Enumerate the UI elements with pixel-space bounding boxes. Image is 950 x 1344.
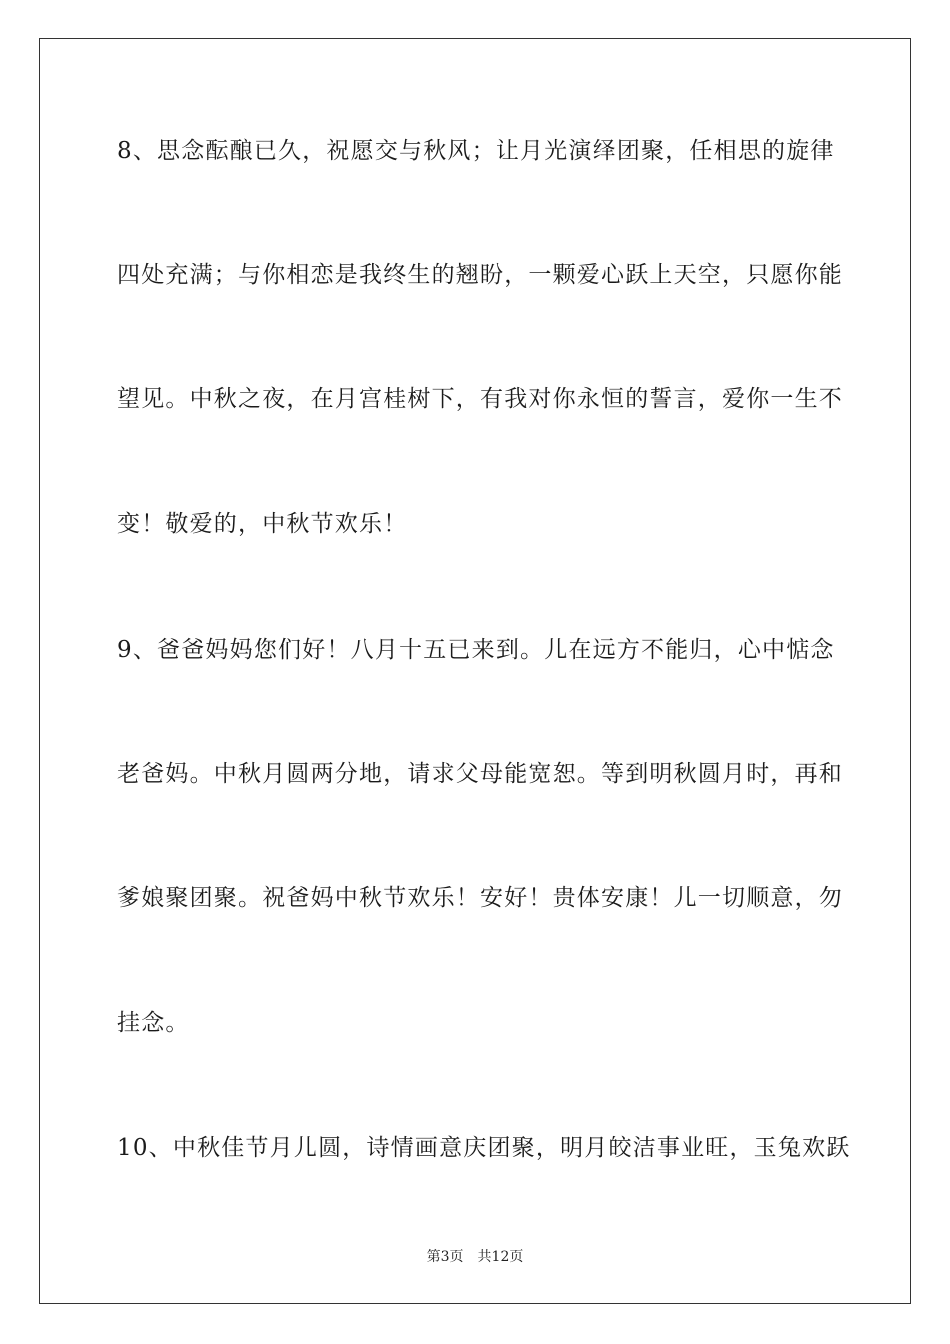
page-border (39, 38, 911, 1304)
text-line: 9、爸爸妈妈您们好！八月十五已来到。儿在远方不能归，心中惦念 (117, 637, 835, 663)
text-line: 四处充满；与你相恋是我终生的翘盼，一颗爱心跃上天空，只愿你能 (117, 262, 843, 288)
page-footer (0, 1248, 950, 1266)
text-line: 望见。中秋之夜，在月宫桂树下，有我对你永恒的誓言，爱你一生不 (117, 386, 843, 412)
text-line: 爹娘聚团聚。祝爸妈中秋节欢乐！安好！贵体安康！儿一切顺意，勿 (117, 885, 843, 911)
page-number: 第3页 (426, 1249, 464, 1265)
text-line: 挂念。 (117, 1010, 190, 1036)
text-line: 老爸妈。中秋月圆两分地，请求父母能宽恕。等到明秋圆月时，再和 (117, 761, 843, 787)
text-line: 8、思念酝酿已久，祝愿交与秋风；让月光演绎团聚，任相思的旋律 (117, 138, 835, 164)
page-total: 共12页 (477, 1249, 524, 1265)
text-line: 变！敬爱的，中秋节欢乐！ (117, 511, 408, 537)
text-line: 10、中秋佳节月儿圆，诗情画意庆团聚，明月皎洁事业旺，玉兔欢跃 (117, 1135, 851, 1161)
